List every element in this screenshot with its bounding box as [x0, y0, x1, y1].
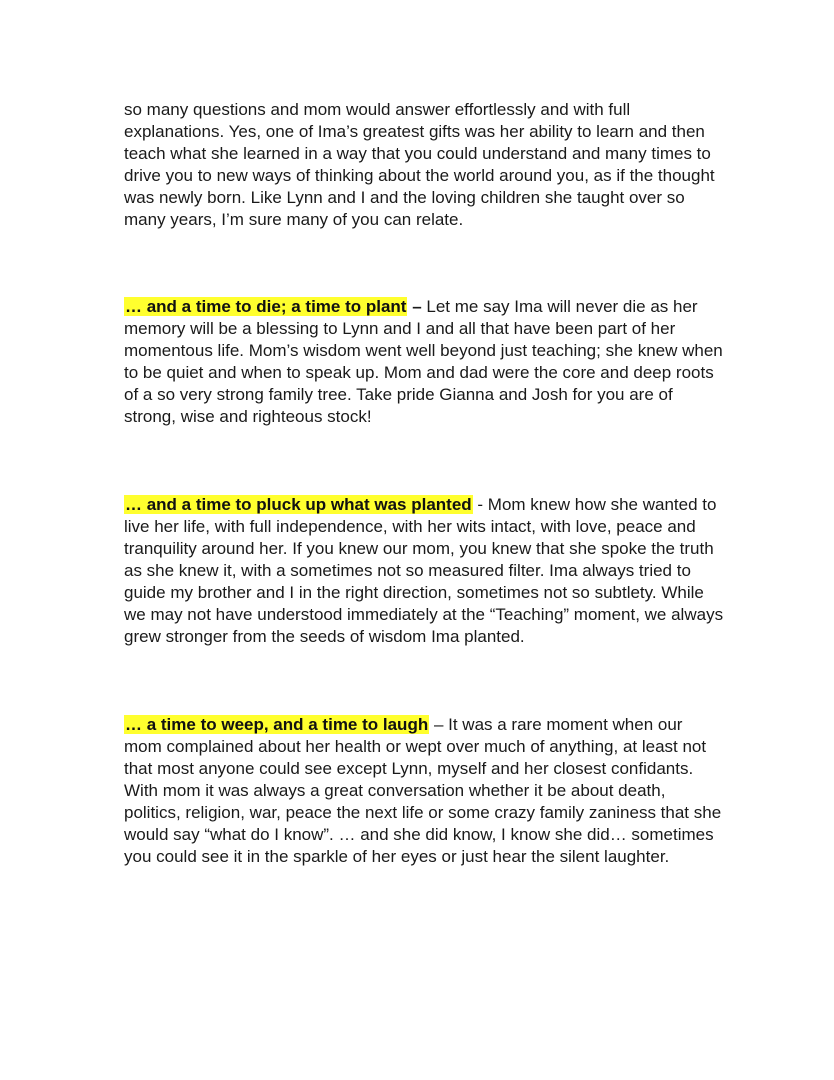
paragraph-intro: [124, 99, 724, 231]
paragraph-body: It was a rare moment when our mom complained about her health or wept over much of anything, at least not that most anyone could see except Lynn, myself and her closest confidants. With mom it was always a great conversation whether it be about death, politics, religion, war, peace the next life or some crazy family zaniness that she would say “what do I know”. … and she did know, I know she did… sometimes you could see it in the sparkle of her eyes or just hear the silent laughter.: [124, 715, 722, 866]
paragraph-time-to-die: [124, 296, 724, 428]
paragraph-time-to-pluck: [124, 494, 724, 648]
highlighted-heading: … and a time to die; a time to plant: [125, 297, 407, 316]
paragraph-body: Let me say Ima will never die as her memory will be a blessing to Lynn and I and all that have been part of her momentous life. Mom’s wisdom went well beyond just teaching; she knew when to be quiet and when to speak up. Mom and dad were the core and deep roots of a so very strong family tree. Take pride Gianna and Josh for you are of strong, wise and righteous stock!: [124, 297, 723, 426]
highlighted-heading: … and a time to pluck up what was planted: [125, 495, 472, 514]
separator-dash: –: [429, 715, 449, 734]
separator-dash: -: [472, 495, 488, 514]
paragraph-time-to-weep: [124, 714, 724, 868]
highlighted-heading: … a time to weep, and a time to laugh: [125, 715, 429, 734]
paragraph-body: Mom knew how she wanted to live her life, with full independence, with her wits intact, with love, peace and tranquility around her. If you knew our mom, you knew that she spoke the truth as she knew it, with a sometimes not so measured filter. Ima always tried to guide my brother and I in the right direction, sometimes not so subtlety. While we may not have understood immediately at the “Teaching” moment, we always grew stronger from the seeds of wisdom Ima planted.: [124, 495, 724, 646]
separator-dash: –: [407, 297, 427, 316]
paragraph-body: so many questions and mom would answer effortlessly and with full explanations. Yes, one of Ima’s greatest gifts was her ability to learn and then teach what she learned in a way that you could understand and many times to drive you to new ways of thinking about the world around you, as if the thought was newly born. Like Lynn and I and the loving children she taught over so many years, I’m sure many of you can relate.: [124, 100, 715, 229]
